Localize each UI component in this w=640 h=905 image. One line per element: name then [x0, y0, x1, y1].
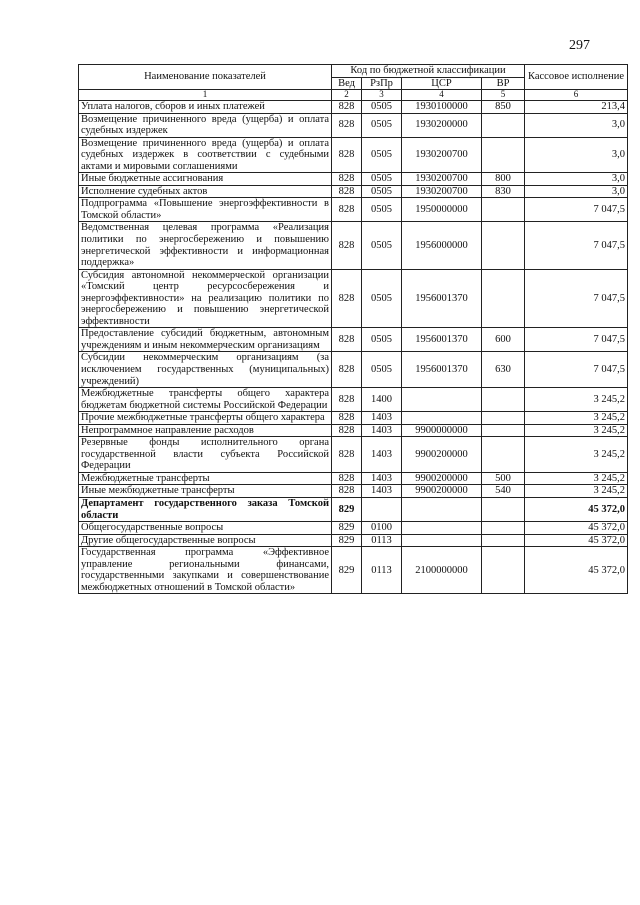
- row-name: Ведомственная целевая программа «Реализация политики по энергосбережению и повышению энергетической эффективности и информационная поддержка»: [79, 222, 332, 269]
- row-csr: [402, 498, 482, 522]
- table-row: [79, 222, 628, 269]
- row-name: Резервные фонды исполнительного органа государственной власти субъекта Российской Федерации: [79, 437, 332, 473]
- row-amount: 3,0: [525, 173, 628, 186]
- row-name: Иные бюджетные ассигнования: [79, 173, 332, 186]
- row-rzpr: 1403: [362, 437, 402, 473]
- header-vr: ВР: [482, 77, 525, 90]
- row-ved: 828: [332, 198, 362, 222]
- row-name: Возмещение причиненного вреда (ущерба) и оплата судебных издержек: [79, 113, 332, 137]
- row-vr: [482, 222, 525, 269]
- row-amount: 3,0: [525, 185, 628, 198]
- header-name: Наименование показателей: [79, 65, 332, 90]
- row-amount: 7 047,5: [525, 198, 628, 222]
- row-name: Субсидия автономной некоммерческой организации «Томский центр ресурсосбережения и энергоэффективности» на реализацию политики по энергосбережению и повышению энергетической эффективности: [79, 269, 332, 328]
- row-amount: 7 047,5: [525, 328, 628, 352]
- row-amount: 3 245,2: [525, 412, 628, 425]
- column-number: 1: [79, 90, 332, 101]
- row-amount: 213,4: [525, 100, 628, 113]
- row-ved: 828: [332, 424, 362, 437]
- table-row: [79, 412, 628, 425]
- column-number-row: [79, 90, 628, 101]
- row-vr: 830: [482, 185, 525, 198]
- row-name: Возмещение причиненного вреда (ущерба) и оплата судебных издержек в соответствии с судебными актами и мировыми соглашениями: [79, 137, 332, 173]
- page-number: 297: [569, 38, 590, 53]
- row-ved: 828: [332, 485, 362, 498]
- row-amount: 45 372,0: [525, 498, 628, 522]
- table-row: [79, 472, 628, 485]
- table-row: [79, 388, 628, 412]
- row-rzpr: 0505: [362, 137, 402, 173]
- row-rzpr: 0505: [362, 100, 402, 113]
- row-ved: 828: [332, 222, 362, 269]
- row-csr: 2100000000: [402, 547, 482, 594]
- row-ved: 828: [332, 437, 362, 473]
- row-ved: 829: [332, 547, 362, 594]
- row-csr: 1956001370: [402, 328, 482, 352]
- row-ved: 829: [332, 522, 362, 535]
- row-csr: 1930200700: [402, 173, 482, 186]
- row-ved: 829: [332, 498, 362, 522]
- row-ved: 828: [332, 412, 362, 425]
- row-rzpr: 0113: [362, 547, 402, 594]
- row-name: Подпрограмма «Повышение энергоэффективности в Томской области»: [79, 198, 332, 222]
- row-amount: 3 245,2: [525, 424, 628, 437]
- table-row: [79, 534, 628, 547]
- row-vr: [482, 137, 525, 173]
- table-row: [79, 173, 628, 186]
- row-vr: 850: [482, 100, 525, 113]
- row-vr: [482, 412, 525, 425]
- table-row: [79, 352, 628, 388]
- row-rzpr: 1403: [362, 485, 402, 498]
- row-csr: [402, 388, 482, 412]
- row-vr: [482, 522, 525, 535]
- row-name: Исполнение судебных актов: [79, 185, 332, 198]
- row-name: Прочие межбюджетные трансферты общего характера: [79, 412, 332, 425]
- row-ved: 828: [332, 185, 362, 198]
- budget-table: [78, 64, 628, 594]
- row-ved: 828: [332, 352, 362, 388]
- row-csr: 1930100000: [402, 100, 482, 113]
- row-vr: [482, 498, 525, 522]
- row-vr: [482, 424, 525, 437]
- row-ved: 828: [332, 137, 362, 173]
- table-row: [79, 485, 628, 498]
- row-amount: 3,0: [525, 113, 628, 137]
- row-name: Департамент государственного заказа Томской области: [79, 498, 332, 522]
- row-amount: 3 245,2: [525, 472, 628, 485]
- row-rzpr: 0505: [362, 269, 402, 328]
- row-csr: 1950000000: [402, 198, 482, 222]
- row-name: Иные межбюджетные трансферты: [79, 485, 332, 498]
- row-vr: 630: [482, 352, 525, 388]
- row-name: Предоставление субсидий бюджетным, автономным учреждениям и иным некоммерческим организациям: [79, 328, 332, 352]
- row-rzpr: 0505: [362, 113, 402, 137]
- row-vr: [482, 437, 525, 473]
- row-amount: 3 245,2: [525, 485, 628, 498]
- row-csr: [402, 534, 482, 547]
- row-amount: 7 047,5: [525, 352, 628, 388]
- row-csr: 1930200700: [402, 137, 482, 173]
- row-rzpr: 1403: [362, 424, 402, 437]
- row-amount: 45 372,0: [525, 534, 628, 547]
- row-name: Межбюджетные трансферты: [79, 472, 332, 485]
- row-rzpr: 0505: [362, 352, 402, 388]
- table-row: [79, 547, 628, 594]
- column-number: 5: [482, 90, 525, 101]
- table-row: [79, 424, 628, 437]
- row-rzpr: 0505: [362, 173, 402, 186]
- row-name: Государственная программа «Эффективное управление региональными финансами, государственными закупками и совершенствование межбюджетных отношений в Томской области»: [79, 547, 332, 594]
- row-csr: 9900000000: [402, 424, 482, 437]
- row-ved: 828: [332, 269, 362, 328]
- row-csr: 9900200000: [402, 485, 482, 498]
- row-name: Уплата налогов, сборов и иных платежей: [79, 100, 332, 113]
- row-csr: [402, 522, 482, 535]
- row-amount: 7 047,5: [525, 269, 628, 328]
- row-amount: 7 047,5: [525, 222, 628, 269]
- row-name: Непрограммное направление расходов: [79, 424, 332, 437]
- table-row: [79, 269, 628, 328]
- table-row: [79, 113, 628, 137]
- table-row: [79, 100, 628, 113]
- header-csr: ЦСР: [402, 77, 482, 90]
- header-ved: Вед: [332, 77, 362, 90]
- row-ved: 828: [332, 113, 362, 137]
- row-amount: 45 372,0: [525, 547, 628, 594]
- row-rzpr: 0505: [362, 222, 402, 269]
- row-name: Общегосударственные вопросы: [79, 522, 332, 535]
- table-row: [79, 198, 628, 222]
- table-body: [79, 100, 628, 593]
- row-name: Субсидии некоммерческим организациям (за исключением государственных (муниципальных) учреждений): [79, 352, 332, 388]
- row-csr: 9900200000: [402, 437, 482, 473]
- row-vr: [482, 547, 525, 594]
- header-row: [79, 65, 628, 78]
- row-csr: 1930200700: [402, 185, 482, 198]
- row-amount: 3 245,2: [525, 437, 628, 473]
- column-number: 4: [402, 90, 482, 101]
- row-rzpr: 0505: [362, 328, 402, 352]
- header-amount: Кассовое исполнение: [525, 65, 628, 90]
- row-csr: 1956000000: [402, 222, 482, 269]
- row-ved: 828: [332, 388, 362, 412]
- table-row: [79, 137, 628, 173]
- row-csr: 9900200000: [402, 472, 482, 485]
- table-row: [79, 437, 628, 473]
- row-rzpr: 0505: [362, 198, 402, 222]
- row-amount: 3,0: [525, 137, 628, 173]
- row-amount: 45 372,0: [525, 522, 628, 535]
- row-rzpr: 1403: [362, 472, 402, 485]
- row-rzpr: 1403: [362, 412, 402, 425]
- row-vr: 500: [482, 472, 525, 485]
- table-row: [79, 185, 628, 198]
- row-vr: [482, 534, 525, 547]
- row-vr: 600: [482, 328, 525, 352]
- row-csr: 1956001370: [402, 352, 482, 388]
- table-row: [79, 522, 628, 535]
- column-number: 6: [525, 90, 628, 101]
- row-ved: 828: [332, 472, 362, 485]
- header-rzpr: РзПр: [362, 77, 402, 90]
- row-rzpr: [362, 498, 402, 522]
- row-csr: 1930200000: [402, 113, 482, 137]
- column-number: 3: [362, 90, 402, 101]
- row-rzpr: 1400: [362, 388, 402, 412]
- header-code-group: Код по бюджетной классификации: [332, 65, 525, 78]
- table-row: [79, 498, 628, 522]
- row-ved: 828: [332, 100, 362, 113]
- row-csr: 1956001370: [402, 269, 482, 328]
- row-csr: [402, 412, 482, 425]
- row-vr: 540: [482, 485, 525, 498]
- row-ved: 828: [332, 173, 362, 186]
- row-rzpr: 0113: [362, 534, 402, 547]
- row-name: Другие общегосударственные вопросы: [79, 534, 332, 547]
- row-name: Межбюджетные трансферты общего характера бюджетам бюджетной системы Российской Федерации: [79, 388, 332, 412]
- column-number: 2: [332, 90, 362, 101]
- row-ved: 828: [332, 328, 362, 352]
- row-vr: 800: [482, 173, 525, 186]
- row-rzpr: 0100: [362, 522, 402, 535]
- row-rzpr: 0505: [362, 185, 402, 198]
- row-vr: [482, 269, 525, 328]
- table-row: [79, 328, 628, 352]
- row-vr: [482, 198, 525, 222]
- row-vr: [482, 113, 525, 137]
- row-vr: [482, 388, 525, 412]
- row-ved: 829: [332, 534, 362, 547]
- row-amount: 3 245,2: [525, 388, 628, 412]
